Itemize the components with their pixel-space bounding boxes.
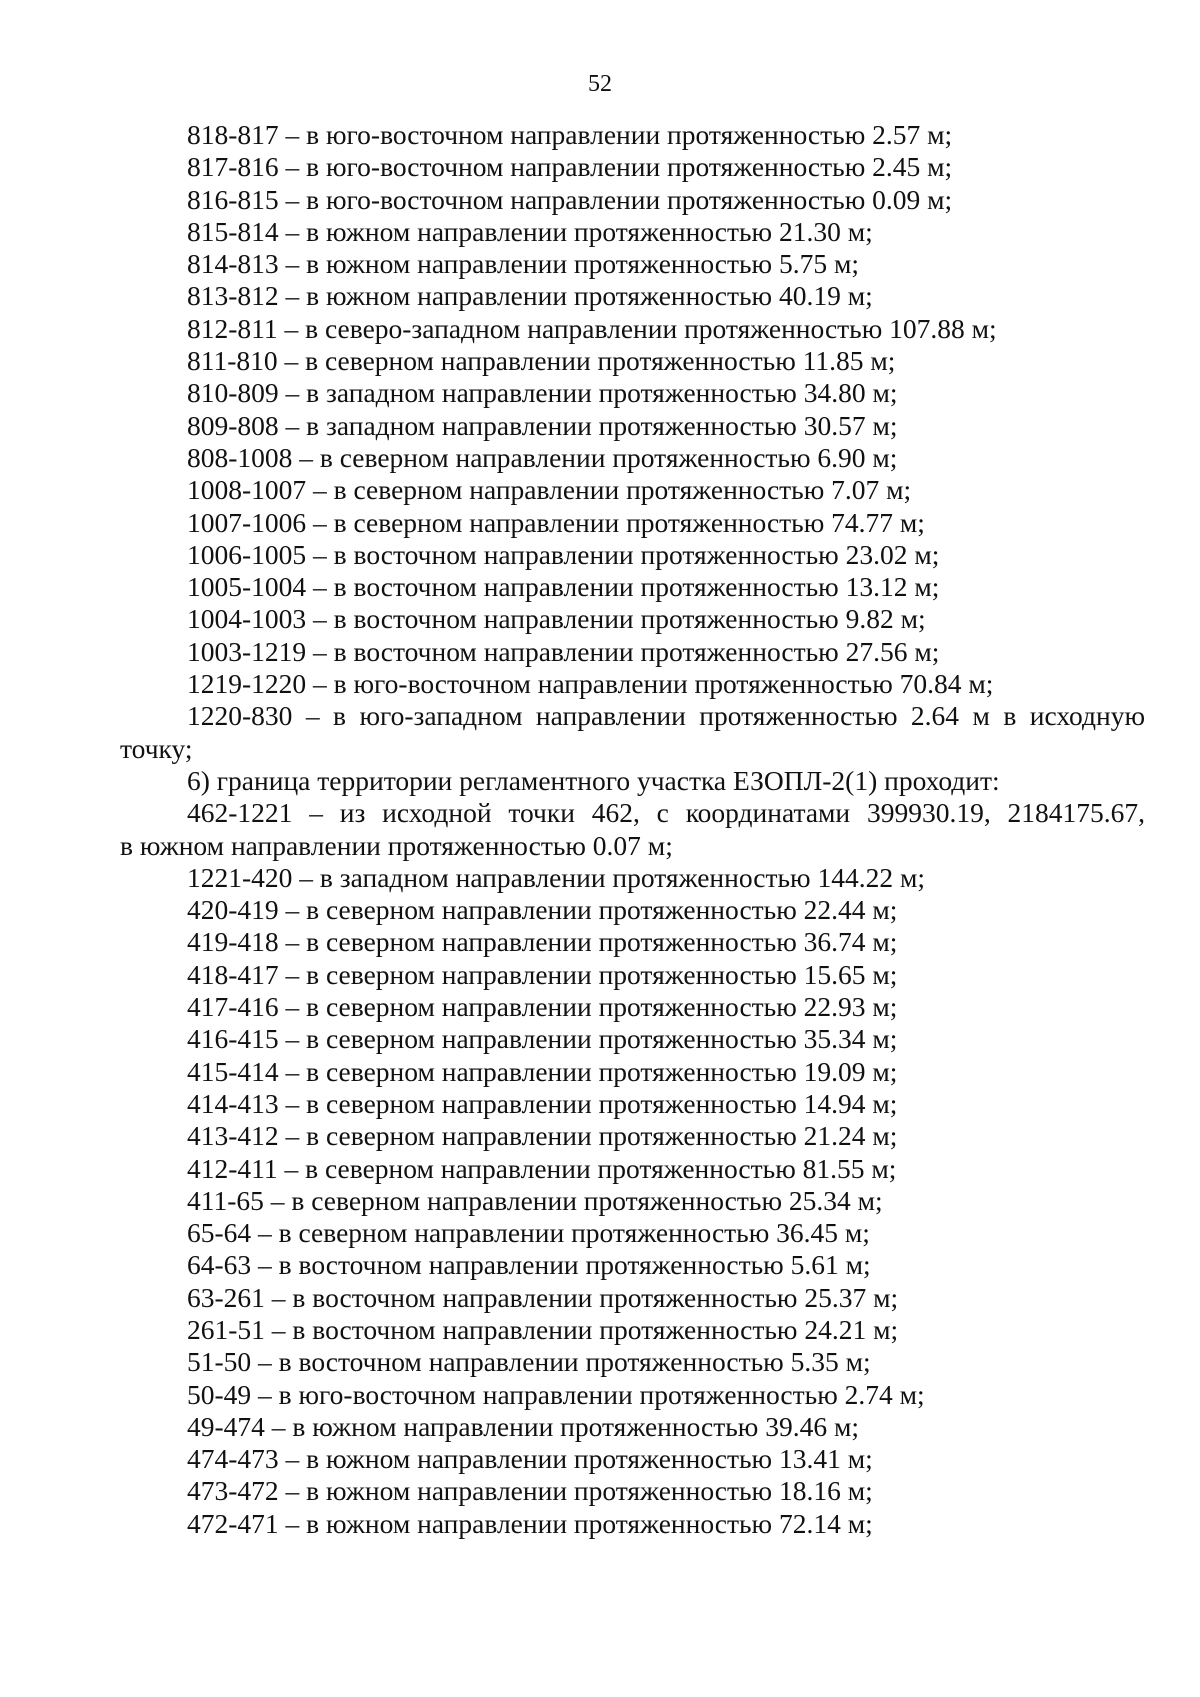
boundary-list-a <box>120 119 1145 700</box>
boundary-paragraph-1220 <box>120 700 1145 765</box>
boundary-line: 809-808 – в западном направлении протяженностью 30.57 м; <box>187 409 898 441</box>
boundary-line: 813-812 – в южном направлении протяженностью 40.19 м; <box>187 280 873 312</box>
boundary-line: 808-1008 – в северном направлении протяженностью 6.90 м; <box>187 441 898 473</box>
boundary-line: 64-63 – в восточном направлении протяженностью 5.61 м; <box>187 1249 871 1281</box>
boundary-line: 419-418 – в северном направлении протяженностью 36.74 м; <box>187 926 898 958</box>
paragraph-first-line: 462-1221 – из исходной точки 462, с координатами 399930.19, 2184175.67, <box>187 797 1145 829</box>
paragraph-continuation: в южном направлении протяженностью 0.07 м; <box>120 829 673 861</box>
page-number: 52 <box>588 71 612 97</box>
boundary-line: 472-471 – в южном направлении протяженностью 72.14 м; <box>187 1507 873 1539</box>
boundary-line: 65-64 – в северном направлении протяженностью 36.45 м; <box>187 1217 870 1249</box>
boundary-line: 50-49 – в юго-восточном направлении протяженностью 2.74 м; <box>187 1378 925 1410</box>
boundary-line: 810-809 – в западном направлении протяженностью 34.80 м; <box>187 377 898 409</box>
boundary-line: 1221-420 – в западном направлении протяженностью 144.22 м; <box>187 861 926 893</box>
section-heading: 6) граница территории регламентного участка ЕЗОПЛ-2(1) проходит: <box>187 764 1000 796</box>
boundary-line: 416-415 – в северном направлении протяженностью 35.34 м; <box>187 1023 898 1055</box>
boundary-line: 51-50 – в восточном направлении протяженностью 5.35 м; <box>187 1346 871 1378</box>
boundary-line: 411-65 – в северном направлении протяженностью 25.34 м; <box>187 1184 883 1216</box>
boundary-line: 1004-1003 – в восточном направлении протяженностью 9.82 м; <box>187 603 926 635</box>
boundary-line: 1007-1006 – в северном направлении протяженностью 74.77 м; <box>187 506 925 538</box>
boundary-list-b <box>120 862 1145 1540</box>
boundary-line: 816-815 – в юго-восточном направлении протяженностью 0.09 м; <box>187 183 953 215</box>
boundary-line: 812-811 – в северо-западном направлении протяженностью 107.88 м; <box>187 312 997 344</box>
boundary-line: 474-473 – в южном направлении протяженностью 13.41 м; <box>187 1443 873 1475</box>
boundary-line: 817-816 – в юго-восточном направлении протяженностью 2.45 м; <box>187 151 953 183</box>
boundary-line: 417-416 – в северном направлении протяженностью 22.93 м; <box>187 991 898 1023</box>
boundary-line: 412-411 – в северном направлении протяженностью 81.55 м; <box>187 1152 897 1184</box>
boundary-line: 815-814 – в южном направлении протяженностью 21.30 м; <box>187 215 873 247</box>
document-body <box>120 119 1145 1540</box>
boundary-line: 415-414 – в северном направлении протяженностью 19.09 м; <box>187 1055 898 1087</box>
boundary-line: 473-472 – в южном направлении протяженностью 18.16 м; <box>187 1475 873 1507</box>
boundary-line: 1005-1004 – в восточном направлении протяженностью 13.12 м; <box>187 571 940 603</box>
boundary-line: 261-51 – в восточном направлении протяженностью 24.21 м; <box>187 1313 899 1345</box>
boundary-line: 413-412 – в северном направлении протяженностью 21.24 м; <box>187 1120 898 1152</box>
boundary-line: 420-419 – в северном направлении протяженностью 22.44 м; <box>187 894 898 926</box>
boundary-line: 1219-1220 – в юго-восточном направлении протяженностью 70.84 м; <box>187 668 994 700</box>
boundary-line: 1006-1005 – в восточном направлении протяженностью 23.02 м; <box>187 538 940 570</box>
boundary-line: 49-474 – в южном направлении протяженностью 39.46 м; <box>187 1410 860 1442</box>
boundary-line: 818-817 – в юго-восточном направлении протяженностью 2.57 м; <box>187 119 953 150</box>
boundary-line: 414-413 – в северном направлении протяженностью 14.94 м; <box>187 1087 898 1119</box>
boundary-line: 1008-1007 – в северном направлении протяженностью 7.07 м; <box>187 474 912 506</box>
boundary-line: 63-261 – в восточном направлении протяженностью 25.37 м; <box>187 1281 899 1313</box>
boundary-line: 814-813 – в южном направлении протяженностью 5.75 м; <box>187 248 860 280</box>
paragraph-continuation: точку; <box>120 732 193 764</box>
boundary-line: 811-810 – в северном направлении протяженностью 11.85 м; <box>187 345 896 377</box>
boundary-line: 1003-1219 – в восточном направлении протяженностью 27.56 м; <box>187 635 940 667</box>
paragraph-first-line: 1220-830 – в юго-западном направлении протяженностью 2.64 м в исходную <box>187 700 1145 732</box>
boundary-paragraph-462 <box>120 797 1145 862</box>
boundary-line: 418-417 – в северном направлении протяженностью 15.65 м; <box>187 958 898 990</box>
